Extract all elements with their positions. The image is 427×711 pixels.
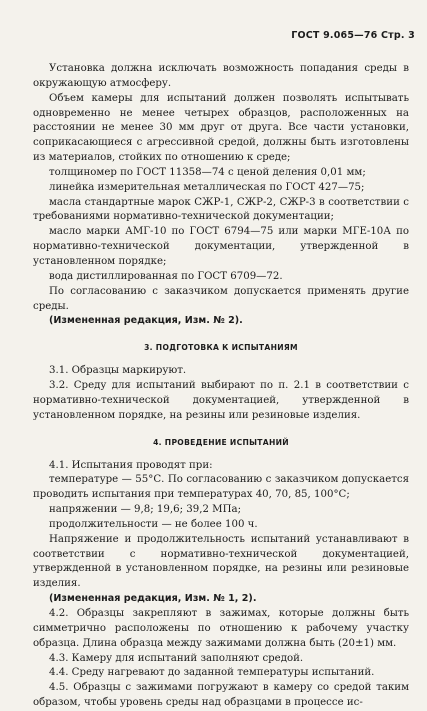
paragraph: напряжении — 9,8; 19,6; 39,2 МПа; — [49, 504, 242, 516]
paragraph: линейка измерительная металлическая по ГОСТ 427—75; — [49, 181, 365, 193]
paragraph: толщиномер по ГОСТ 11358—74 с ценой деления 0,01 мм; — [49, 166, 366, 178]
paragraph: Установка должна исключать возможность попадания среды в окружающую атмосферу. — [33, 63, 409, 89]
paragraph: вода дистиллированная по ГОСТ 6709—72. — [49, 270, 283, 282]
page-header: ГОСТ 9.065—76 Стр. 3 — [291, 30, 415, 41]
paragraph: По согласованию с заказчиком допускается применять другие среды. — [33, 285, 409, 312]
document-body — [33, 62, 409, 711]
paragraph: 4.4. Среду нагревают до заданной температуры испытаний. — [49, 667, 375, 679]
paragraph: 4.5. Образцы с зажимами погружают в камеру со средой таким образом, чтобы уровень среды над образцами в процессе ис- — [33, 682, 409, 709]
edit-note: (Измененная редакция, Изм. № 2). — [49, 315, 243, 327]
paragraph: масло марки АМГ-10 по ГОСТ 6794—75 или марки МГЕ-10А по нормативно-технической документации, утвержденной в установленном порядке; — [33, 226, 409, 267]
paragraph: 3.1. Образцы маркируют. — [49, 365, 187, 377]
paragraph: Напряжение и продолжительность испытаний устанавливают в соответствии с нормативно-технической документацией, утвержденной в установленном порядке, на резины или резиновые изделия. — [33, 533, 409, 590]
paragraph: 3.2. Среду для испытаний выбирают по п. 2.1 в соответствии с нормативно-технической документацией, утвержденной в установленном порядке, на резины или резиновые изделия. — [33, 380, 409, 421]
paragraph: масла стандартные марок СЖР-1, СЖР-2, СЖР-3 в соответствии с требованиями нормативно-технической документации; — [33, 196, 409, 223]
paragraph: 4.1. Испытания проводят при: — [49, 459, 213, 471]
paragraph: 4.3. Камеру для испытаний заполняют средой. — [49, 652, 304, 664]
paragraph: 4.2. Образцы закрепляют в зажимах, которые должны быть симметрично расположены по отношению к рабочему участку образца. Длина образца между зажимами должна быть (20±1) мм. — [33, 608, 409, 649]
paragraph: продолжительности — не более 100 ч. — [49, 518, 258, 530]
edit-note: (Измененная редакция, Изм. № 1, 2). — [49, 593, 257, 605]
section-heading: 3. ПОДГОТОВКА К ИСПЫТАНИЯМ — [144, 343, 298, 353]
paragraph: температуре — 55°С. По согласованию с заказчиком допускается проводить испытания при температурах 40, 70, 85, 100°С; — [33, 474, 409, 501]
paragraph: Объем камеры для испытаний должен позволять испытывать одновременно не менее четырех образцов, расположенных на расстоянии не менее 30 мм друг от друга. Все части установки, соприкасающиеся с агрессивной средой, должны быть изготовлены из материалов, стойких по отношению к среде; — [33, 92, 409, 164]
section-heading: 4. ПРОВЕДЕНИЕ ИСПЫТАНИЙ — [153, 437, 289, 447]
